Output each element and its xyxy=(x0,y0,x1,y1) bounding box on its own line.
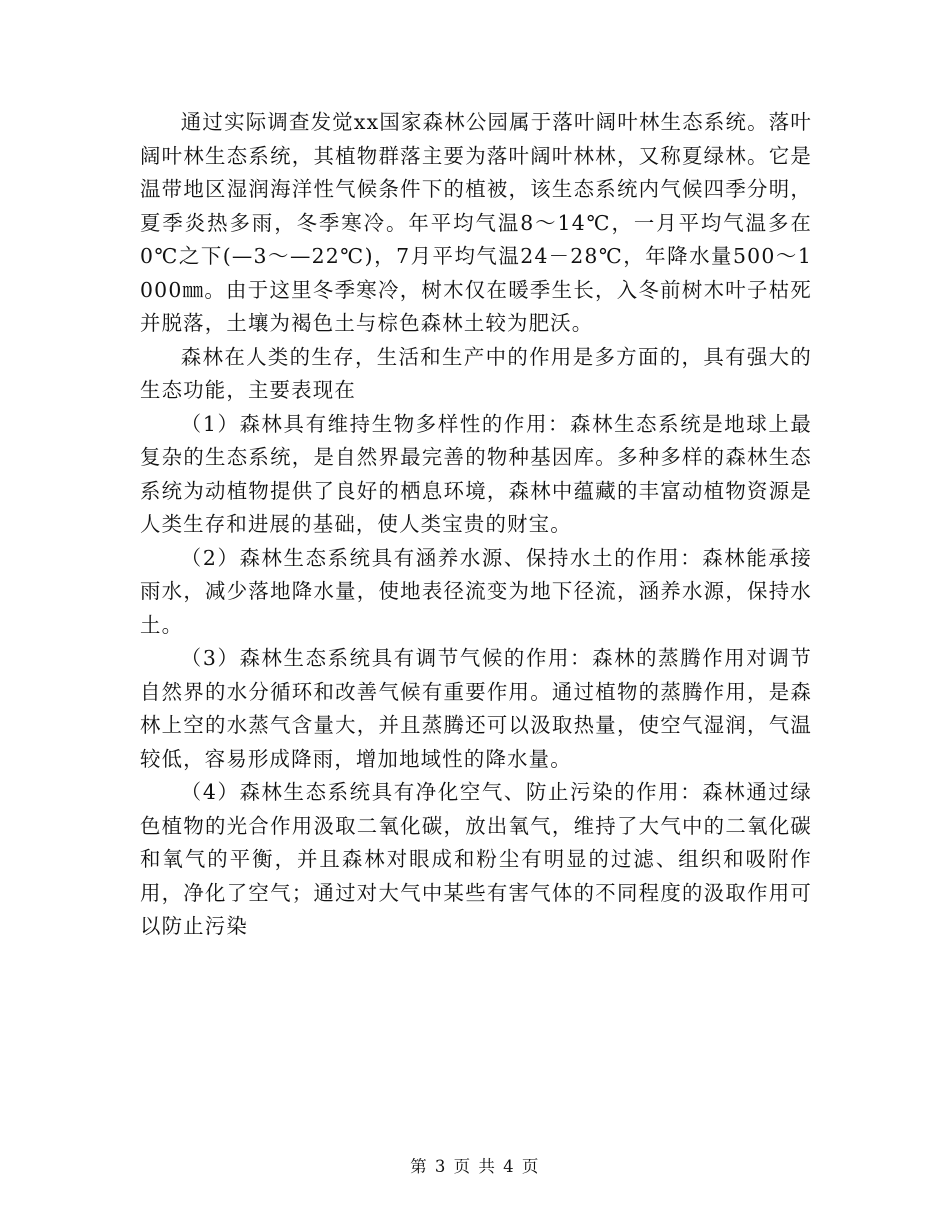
document-body xyxy=(140,106,812,944)
paragraph-climate-regulation: （3）森林生态系统具有调节气候的作用：森林的蒸腾作用对调节自然界的水分循环和改善气候有重要作用。通过植物的蒸腾作用，是森林上空的水蒸气含量大，并且蒸腾还可以汲取热量，使空气湿润，气温较低，容易形成降雨，增加地域性的降水量。 xyxy=(140,646,812,771)
page-number-footer: 第 3 页 共 4 页 xyxy=(410,1157,540,1176)
paragraph-biodiversity: （1）森林具有维持生物多样性的作用：森林生态系统是地球上最复杂的生态系统，是自然界最完善的物种基因库。多种多样的森林生态系统为动植物提供了良好的栖息环境，森林中蕴藏的丰富动植物资源是人类生存和进展的基础，使人类宝贵的财宝。 xyxy=(140,411,812,536)
paragraph-air-purification: （4）森林生态系统具有净化空气、防止污染的作用：森林通过绿色植物的光合作用汲取二氧化碳，放出氧气，维持了大气中的二氧化碳和氧气的平衡，并且森林对眼成和粉尘有明显的过滤、组织和吸附作用，净化了空气；通过对大气中某些有害气体的不同程度的汲取作用可以防止污染 xyxy=(140,780,812,938)
paragraph-forest-functions-intro: 森林在人类的生存，生活和生产中的作用是多方面的，具有强大的生态功能，主要表现在 xyxy=(140,344,812,402)
paragraph-forest-ecosystem-overview: 通过实际调查发觉xx国家森林公园属于落叶阔叶林生态系统。落叶阔叶林生态系统，其植物群落主要为落叶阔叶林林，又称夏绿林。它是温带地区湿润海洋性气候条件下的植被，该生态系统内气候四季分明，夏季炎热多雨，冬季寒冷。年平均气温8～14℃，一月平均气温多在0℃之下(—3～—22℃)，7月平均气温24－28℃，年降水量500～1 000㎜。由于这里冬季寒冷，树木仅在暖季生长，入冬前树木叶子枯死并脱落，土壤为褐色土与棕色森林土较为肥沃。 xyxy=(140,110,812,335)
paragraph-water-conservation: （2）森林生态系统具有涵养水源、保持水土的作用：森林能承接雨水，减少落地降水量，使地表径流变为地下径流，涵养水源，保持水土。 xyxy=(140,545,812,637)
